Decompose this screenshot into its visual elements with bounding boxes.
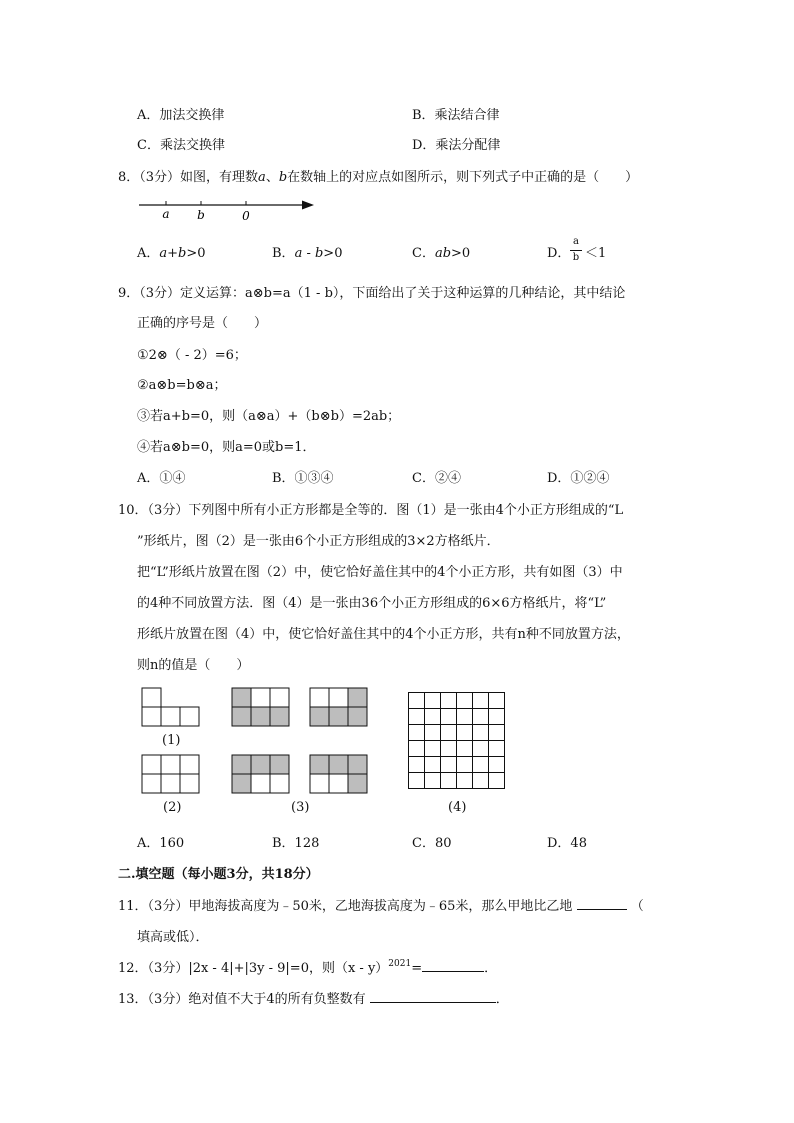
q10-stem-line6: 则n的值是（ ） — [137, 658, 250, 673]
q9-stem-line1: 9．（3分）定义运算：a⊗b=a（1 - b），下面给出了关于这种运算的几种结论，其中结论 — [118, 286, 626, 301]
q9-item-2: ②a⊗b=b⊗a； — [137, 378, 227, 393]
q10-stem-line4: 的4种不同放置方法．图（4）是一张由36个小正方形组成的6×6方格纸片，将“L” — [137, 596, 607, 611]
q8-option-d-label: D． — [547, 246, 571, 261]
figure-3-placement-4 — [309, 754, 371, 794]
q10-option-a: A．160 — [137, 836, 185, 851]
q8-option-b: B．a - b>0 — [272, 246, 343, 261]
fraction-bar — [570, 250, 582, 251]
q13-line: 13．（3分）绝对值不大于4的所有负整数有 ． — [118, 992, 509, 1007]
figure-3-placement-1 — [231, 687, 293, 727]
q8-option-a: A．a+b>0 — [137, 246, 206, 261]
q7-option-d: D．乘法分配律 — [412, 138, 501, 153]
q12-line: 12．（3分）|2x - 4|+|3y - 9|=0，则（x - y）$^{2021}$= ． — [118, 959, 498, 976]
q10-stem-line1: 10．（3分）下列图中所有小正方形都是全等的．图（1）是一张由4个小正方形组成的“L — [118, 503, 624, 518]
q7-option-a: A．加法交换律 — [137, 108, 225, 123]
axis-label-a: a — [162, 207, 170, 221]
q12-answer-blank[interactable] — [422, 959, 484, 972]
figure-3-placement-2 — [309, 687, 371, 727]
q8-option-d-numerator: a — [573, 236, 579, 247]
q9-item-3: ③若a+b=0，则（a⊗a）+（b⊗b）=2ab； — [137, 409, 401, 424]
q10-option-d: D．48 — [547, 836, 587, 851]
q11-line1: 11．（3分）甲地海拔高度为﹣50米，乙地海拔高度为﹣65米，那么甲地比乙地 （ — [118, 899, 644, 914]
figure-2-grid — [141, 754, 203, 794]
figure-3-caption: (3) — [291, 800, 310, 815]
axis-label-b: b — [197, 208, 205, 222]
figure-1-caption: (1) — [162, 733, 181, 748]
q9-item-4: ④若a⊗b=0，则a=0或b=1． — [137, 440, 316, 455]
q8-option-d-denominator: b — [572, 252, 580, 263]
q9-option-c: C．②④ — [412, 471, 461, 486]
q7-option-c: C．乘法交换律 — [137, 138, 225, 153]
q11-line2: 填高或低）． — [137, 930, 209, 945]
q9-option-d: D．①②④ — [547, 471, 610, 486]
figure-4-caption: (4) — [448, 800, 467, 815]
q11-answer-blank[interactable] — [577, 897, 627, 910]
axis-label-0: 0 — [242, 209, 250, 223]
q10-option-b: B．128 — [272, 836, 320, 851]
section-2-title: 二.填空题（每小题3分，共18分） — [118, 867, 319, 882]
q9-item-1: ①2⊗（ - 2）=6； — [137, 348, 247, 363]
q9-option-b: B．①③④ — [272, 471, 334, 486]
figure-2-caption: (2) — [163, 800, 182, 815]
q8-stem: 8．（3分）如图，有理数a、b在数轴上的对应点如图所示，则下列式子中正确的是（ ） — [118, 170, 639, 185]
axis-arrow — [302, 201, 314, 210]
q10-stem-line2: ”形纸片，图（2）是一张由6个小正方形组成的3×2方格纸片． — [137, 534, 500, 549]
q10-stem-line5: 形纸片放置在图（4）中，使它恰好盖住其中的4个小正方形，共有n种不同放置方法， — [137, 627, 630, 642]
q8-option-d-rest: ＜1 — [585, 246, 607, 261]
number-line — [136, 193, 321, 225]
q8-option-c: C．ab>0 — [412, 246, 471, 261]
q7-option-b: B．乘法结合律 — [412, 108, 500, 123]
q9-stem-line2: 正确的序号是（ ） — [137, 316, 268, 331]
q10-stem-line3: 把“L”形纸片放置在图（2）中，使它恰好盖住其中的4个小正方形，共有如图（3）中 — [137, 565, 623, 580]
figure-4-grid — [408, 692, 507, 791]
q10-option-c: C．80 — [412, 836, 452, 851]
figure-3-placement-3 — [231, 754, 293, 794]
q9-option-a: A．①④ — [137, 471, 186, 486]
figure-1-l-shape — [141, 687, 203, 727]
q13-answer-blank[interactable] — [370, 990, 496, 1003]
